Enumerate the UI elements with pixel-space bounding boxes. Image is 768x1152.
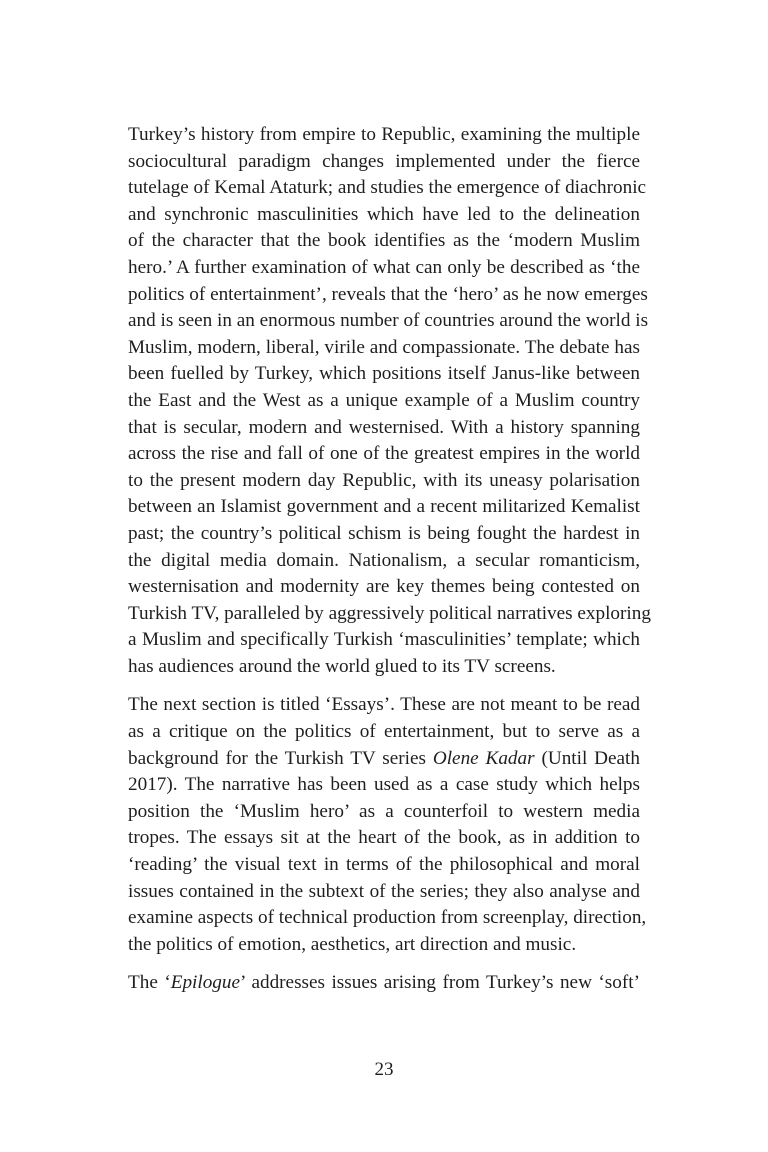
text-line: hero.’ A further examination of what can only be described as ‘the bbox=[128, 256, 640, 278]
text-line: Muslim, modern, liberal, virile and compassionate. The debate has bbox=[128, 336, 640, 358]
text-line: issues contained in the subtext of the series; they also analyse and bbox=[128, 880, 640, 902]
text-line: position the ‘Muslim hero’ as a counterfoil to western media bbox=[128, 800, 640, 822]
text-line: across the rise and fall of one of the greatest empires in the world bbox=[128, 443, 640, 465]
text-line: to the present modern day Republic, with its uneasy polarisation bbox=[128, 469, 640, 491]
paragraph bbox=[128, 692, 647, 958]
text-line: ‘reading’ the visual text in terms of the philosophical and moral bbox=[128, 854, 640, 876]
page-body bbox=[128, 122, 651, 997]
text-line: Turkey’s history from empire to Republic, examining the multiple bbox=[128, 124, 640, 145]
text-line: tutelage of Kemal Ataturk; and studies the emergence of diachronic bbox=[128, 177, 647, 199]
text-line: politics of entertainment’, reveals that the ‘hero’ as he now emerges bbox=[128, 283, 648, 305]
text-line: examine aspects of technical production from screenplay, direction, bbox=[128, 907, 647, 929]
italic-title: Epilogue bbox=[170, 972, 240, 994]
text-line: The next section is titled ‘Essays’. These are not meant to be read bbox=[128, 694, 640, 716]
text-line: Turkish TV, paralleled by aggressively political narratives exploring bbox=[128, 602, 651, 624]
italic-title: Olene Kadar bbox=[432, 747, 535, 769]
text-line: of the character that the book identifies as the ‘modern Muslim bbox=[128, 230, 640, 252]
text-line: as a critique on the politics of entertainment, but to serve as a bbox=[128, 721, 640, 743]
text-line: tropes. The essays sit at the heart of the book, as in addition to bbox=[128, 827, 640, 849]
text-line: and is seen in an enormous number of countries around the world is bbox=[128, 310, 649, 332]
text-line: a Muslim and specifically Turkish ‘masculinities’ template; which bbox=[128, 629, 640, 651]
text-line: the digital media domain. Nationalism, a secular romanticism, bbox=[128, 549, 640, 571]
paragraph bbox=[128, 122, 651, 680]
text-line: westernisation and modernity are key themes being contested on bbox=[128, 576, 640, 598]
page-number: 23 bbox=[374, 1059, 394, 1080]
text-line: sociocultural paradigm changes implemented under the fierce bbox=[128, 150, 640, 172]
text-line: The ‘Epilogue’ addresses issues arising from Turkey’s new ‘soft’ bbox=[128, 972, 640, 994]
text-line: the East and the West as a unique example of a Muslim country bbox=[128, 389, 640, 411]
text-line: background for the Turkish TV series Olene Kadar (Until Death bbox=[128, 747, 640, 769]
text-line: past; the country’s political schism is being fought the hardest in bbox=[128, 522, 640, 544]
text-line: has audiences around the world glued to its TV screens. bbox=[128, 655, 556, 677]
text-line: that is secular, modern and westernised. With a history spanning bbox=[128, 416, 640, 438]
text-line: between an Islamist government and a recent militarized Kemalist bbox=[128, 496, 640, 518]
text-line: 2017). The narrative has been used as a case study which helps bbox=[128, 774, 640, 796]
paragraph bbox=[128, 970, 640, 997]
text-line: the politics of emotion, aesthetics, art direction and music. bbox=[128, 933, 577, 955]
text-block bbox=[128, 122, 651, 997]
text-line: and synchronic masculinities which have led to the delineation bbox=[128, 203, 640, 225]
text-line: been fuelled by Turkey, which positions itself Janus-like between bbox=[128, 363, 640, 385]
